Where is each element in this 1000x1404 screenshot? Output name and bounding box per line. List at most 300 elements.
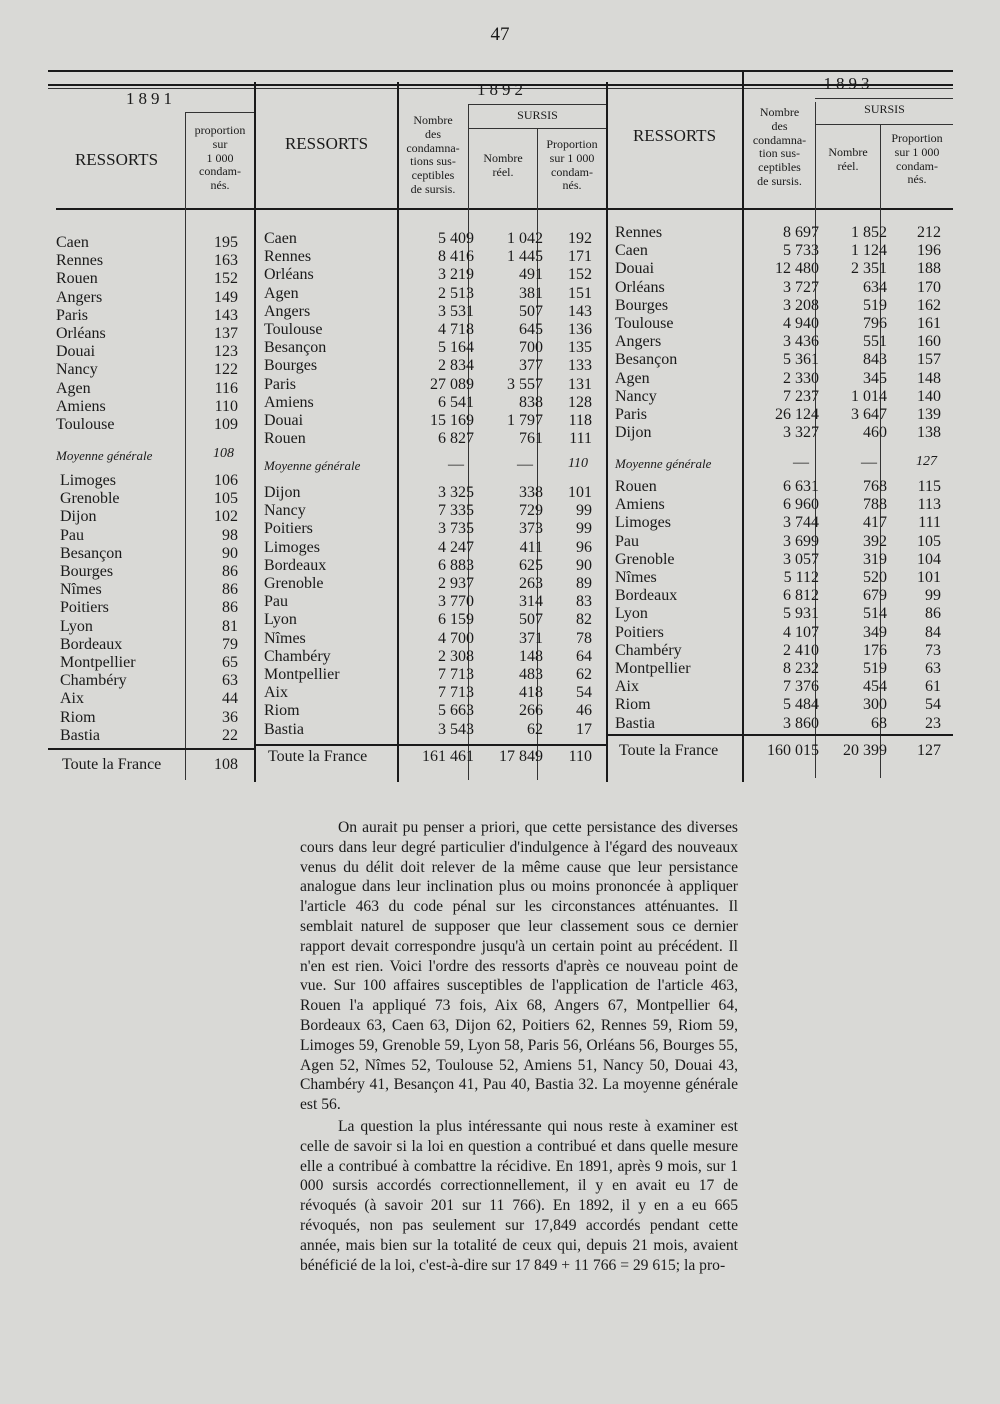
- proportion-value: 170: [917, 278, 941, 296]
- nombre-susceptibles: 7 376: [783, 678, 819, 696]
- ressort-name: Angers: [615, 333, 662, 351]
- proportion-value: 123: [214, 343, 238, 361]
- total-proportion: 127: [917, 742, 941, 759]
- mean-nombre-susceptibles: —: [448, 456, 464, 473]
- proportion-value: 116: [214, 379, 238, 397]
- nombre-reel: 507: [519, 611, 543, 629]
- nombre-reel: 418: [519, 684, 543, 702]
- ressort-name: Rouen: [615, 478, 657, 495]
- nombre-susceptibles: 5 164: [438, 339, 474, 357]
- ressort-name: Paris: [615, 406, 647, 423]
- table-row: [56, 581, 254, 599]
- header-nombre-des-1893: Nombre des condamna- tion sus- ceptibles de sursis.: [752, 105, 807, 188]
- table-row: [56, 599, 254, 617]
- table-row: [613, 478, 963, 496]
- proportion-value: 118: [568, 412, 592, 429]
- ressort-name: Aix: [264, 684, 288, 702]
- ressort-name: Bourges: [615, 296, 669, 314]
- proportion-value: 82: [576, 611, 592, 629]
- nombre-susceptibles: 3 727: [783, 278, 819, 296]
- proportion-value: 133: [568, 357, 592, 375]
- ressort-name: Poitiers: [60, 599, 109, 617]
- ressort-name: Nancy: [264, 502, 306, 520]
- rule-1891-proportion-top: [185, 112, 254, 113]
- table-row: [262, 339, 612, 357]
- proportion-value: 79: [222, 635, 238, 653]
- table-row: [613, 678, 963, 696]
- total-nombre-reel: 20 399: [843, 742, 887, 759]
- table-row: [262, 648, 612, 666]
- ressort-name: Montpellier: [60, 654, 136, 671]
- nombre-reel: 491: [519, 266, 543, 284]
- proportion-value: 149: [214, 288, 238, 306]
- ressort-name: Lyon: [264, 611, 297, 629]
- ressort-name: Montpellier: [615, 660, 691, 677]
- total-rule-1892: [256, 744, 606, 746]
- proportion-value: 128: [568, 393, 592, 411]
- table-row: [613, 514, 963, 532]
- table-row: [56, 709, 254, 727]
- proportion-value: 78: [576, 629, 592, 647]
- ressort-name: Montpellier: [264, 666, 340, 683]
- mean-proportion: 110: [568, 456, 588, 471]
- proportion-value: 106: [214, 472, 238, 489]
- proportion-value: 163: [214, 252, 238, 270]
- ressort-name: Chambéry: [615, 641, 682, 659]
- table-row: [56, 252, 254, 270]
- ressort-name: Caen: [56, 234, 89, 251]
- proportion-value: 84: [925, 623, 941, 641]
- proportion-value: 99: [925, 587, 941, 605]
- table-row: [613, 642, 963, 660]
- nombre-reel: 551: [863, 333, 887, 351]
- nombre-reel: 729: [519, 502, 543, 520]
- total-label: Toute la France: [268, 748, 368, 765]
- table-row: [613, 624, 963, 642]
- table-row: [262, 484, 612, 502]
- page-number: 47: [490, 24, 510, 45]
- table-row: [262, 303, 612, 321]
- nombre-reel: 392: [863, 532, 887, 550]
- proportion-value: 54: [925, 696, 941, 714]
- proportion-value: 17: [576, 720, 592, 738]
- table-row: [613, 587, 963, 605]
- ressort-name: Caen: [264, 230, 297, 247]
- header-bottom-rule: [56, 208, 953, 210]
- table-row: [262, 611, 612, 629]
- nombre-susceptibles: 8 232: [783, 660, 819, 677]
- ressort-name: Bastia: [60, 726, 100, 744]
- nombre-reel: 349: [863, 623, 887, 641]
- proportion-value: 63: [222, 672, 238, 690]
- nombre-reel: 62: [527, 720, 543, 738]
- table-row: [56, 672, 254, 690]
- nombre-reel: 373: [519, 520, 543, 538]
- nombre-reel: 176: [863, 641, 887, 659]
- table-row: [56, 490, 254, 508]
- total-nombre-susceptibles: 161 461: [422, 748, 474, 765]
- nombre-susceptibles: 6 541: [438, 393, 474, 411]
- nombre-susceptibles: 2 834: [438, 357, 474, 375]
- mean-nombre-reel: —: [861, 454, 877, 471]
- nombre-susceptibles: 7 713: [438, 684, 474, 702]
- ressort-name: Rennes: [264, 248, 312, 266]
- table-row: [613, 424, 963, 442]
- ressort-name: Besançon: [264, 339, 327, 357]
- proportion-value: 139: [917, 406, 941, 423]
- table-row: [613, 297, 963, 315]
- proportion-value: 44: [222, 690, 238, 708]
- ressort-name: Dijon: [60, 508, 97, 526]
- ressort-name: Rouen: [264, 430, 306, 448]
- ressort-name: Limoges: [615, 514, 671, 532]
- divider-1891-1892: [254, 82, 256, 782]
- ressort-name: Limoges: [264, 538, 320, 556]
- ressort-name: Toulouse: [615, 315, 674, 332]
- nombre-reel: 788: [863, 496, 887, 514]
- proportion-value: 36: [222, 708, 238, 726]
- proportion-value: 160: [917, 333, 941, 351]
- rule-1893-sursis-top: [815, 98, 953, 99]
- table-row: [613, 279, 963, 297]
- table-row: [262, 666, 612, 684]
- ressort-name: Orléans: [615, 278, 665, 296]
- proportion-value: 157: [917, 351, 941, 369]
- nombre-susceptibles: 2 410: [783, 641, 819, 659]
- ressort-name: Agen: [615, 369, 650, 387]
- proportion-value: 90: [576, 556, 592, 574]
- header-proportion-1891: proportion sur 1 000 condam- nés.: [194, 123, 246, 193]
- proportion-value: 22: [222, 726, 238, 744]
- table-row: [56, 508, 254, 526]
- proportion-value: 135: [568, 339, 592, 357]
- top-rule-upper: [48, 70, 953, 72]
- nombre-susceptibles: 3 208: [783, 296, 819, 314]
- nombre-reel: 700: [519, 339, 543, 357]
- table-row: [56, 563, 254, 581]
- proportion-value: 109: [214, 416, 238, 433]
- header-nombre-reel-1892: Nombre réel.: [483, 151, 523, 179]
- nombre-reel: 454: [863, 678, 887, 696]
- nombre-susceptibles: 15 169: [430, 412, 474, 429]
- proportion-value: 99: [576, 520, 592, 538]
- proportion-value: 101: [917, 569, 941, 586]
- proportion-value: 111: [918, 514, 941, 532]
- proportion-value: 46: [576, 702, 592, 720]
- nombre-susceptibles: 7 713: [438, 666, 474, 683]
- table-row: [262, 248, 612, 266]
- ressort-name: Chambéry: [60, 672, 127, 690]
- nombre-reel: 2 351: [851, 260, 887, 278]
- table-row: [56, 361, 254, 379]
- nombre-reel: 371: [519, 629, 543, 647]
- total-label: Toute la France: [62, 756, 162, 773]
- nombre-susceptibles: 8 697: [783, 224, 819, 241]
- proportion-value: 161: [917, 315, 941, 332]
- paragraph-1: On aurait pu penser a priori, que cette persistance des diverses cours dans leur degré particulier d'indulgence à l'égard des nouveaux venus du délit doit relever de la même cause que leur persistance analogue dans leur inclination plus ou moins prononcée à appliquer l'article 463 du code pénal sur les circonstances atténuantes. Il semblait naturel de supposer que leur classement sous ce dernier rapport devait correspondre jusqu'à un certain point au précédent. Il n'en est rien. Voici l'ordre des ressorts d'après ce nouveau point de vue. Sur 100 affaires susceptibles de l'application de l'article 463, Rouen l'a appliqué 73 fois, Aix 68, Angers 67, Montpellier 64, Bordeaux 63, Caen 63, Dijon 62, Poitiers 62, Rennes 59, Riom 59, Limoges 59, Grenoble 59, Lyon 58, Paris 56, Orléans 56, Bourges 55, Agen 52, Nîmes 52, Toulouse 52, Amiens 51, Nancy 50, Douai 43, Chambéry 41, Besançon 41, Pau 40, Bastia 32. La moyenne générale est 56.: [300, 819, 738, 1114]
- header-ressorts-1891: RESSORTS: [74, 150, 159, 169]
- nombre-susceptibles: 3 219: [438, 266, 474, 284]
- mean-proportion: 127: [916, 454, 937, 469]
- header-ressorts-1893: RESSORTS: [632, 126, 717, 145]
- nombre-reel: 314: [519, 593, 543, 611]
- header-sursis-1892: SURSIS: [517, 108, 558, 122]
- table-row: [613, 370, 963, 388]
- nombre-reel: 625: [519, 556, 543, 574]
- ressort-name: Nancy: [56, 361, 98, 379]
- nombre-susceptibles: 2 937: [438, 575, 474, 592]
- ressort-name: Agen: [56, 379, 91, 397]
- nombre-reel: 507: [519, 302, 543, 320]
- ressort-name: Amiens: [56, 397, 106, 415]
- nombre-reel: 1 852: [851, 224, 887, 241]
- table-row: [56, 380, 254, 398]
- ressort-name: Bordeaux: [615, 587, 678, 605]
- total-row: [613, 742, 963, 760]
- table-row: [56, 343, 254, 361]
- table-row: [613, 388, 963, 406]
- table-row: [56, 270, 254, 288]
- table-row: [613, 315, 963, 333]
- table-row: [262, 520, 612, 538]
- nombre-susceptibles: 3 770: [438, 593, 474, 611]
- nombre-reel: 345: [863, 369, 887, 387]
- header-sursis-1893: SURSIS: [864, 102, 905, 116]
- nombre-susceptibles: 26 124: [775, 406, 819, 423]
- nombre-reel: 761: [519, 430, 543, 448]
- ressort-name: Bordeaux: [264, 556, 327, 574]
- header-nombre-reel-1893: Nombre réel.: [828, 145, 868, 173]
- ressort-name: Pau: [264, 593, 288, 611]
- nombre-susceptibles: 4 700: [438, 629, 474, 647]
- ressort-name: Bourges: [60, 563, 114, 580]
- proportion-value: 62: [576, 666, 592, 683]
- nombre-susceptibles: 3 057: [783, 550, 819, 568]
- ressort-name: Douai: [56, 343, 96, 361]
- proportion-value: 23: [925, 714, 941, 732]
- table-row: [262, 557, 612, 575]
- nombre-reel: 3 647: [851, 406, 887, 423]
- nombre-reel: 263: [519, 575, 543, 592]
- ressort-name: Douai: [615, 260, 655, 278]
- nombre-reel: 514: [863, 605, 887, 623]
- ressort-name: Rennes: [56, 252, 104, 270]
- nombre-reel: 417: [863, 514, 887, 532]
- proportion-value: 143: [214, 306, 238, 324]
- nombre-susceptibles: 6 883: [438, 556, 474, 574]
- nombre-susceptibles: 5 409: [438, 230, 474, 247]
- header-proportion-1892: Proportion sur 1 000 condam- nés.: [546, 137, 598, 193]
- ressort-name: Paris: [56, 306, 88, 324]
- ressort-name: Bastia: [615, 714, 655, 732]
- proportion-value: 111: [569, 430, 592, 448]
- nombre-reel: 3 557: [507, 375, 543, 393]
- ressort-name: Lyon: [60, 617, 93, 635]
- ressort-name: Besançon: [60, 544, 123, 562]
- table-row: [56, 307, 254, 325]
- ressort-name: Lyon: [615, 605, 648, 623]
- table-row: [262, 412, 612, 430]
- nombre-reel: 460: [863, 424, 887, 442]
- body-text: [300, 818, 738, 1275]
- proportion-value: 101: [568, 484, 592, 501]
- nombre-susceptibles: 2 330: [783, 369, 819, 387]
- proportion-value: 188: [917, 260, 941, 278]
- header-proportion-1893: Proportion sur 1 000 condam- nés.: [891, 131, 943, 187]
- nombre-reel: 634: [863, 278, 887, 296]
- nombre-reel: 838: [519, 393, 543, 411]
- nombre-susceptibles: 3 735: [438, 520, 474, 538]
- total-value: 108: [214, 756, 238, 773]
- table-row: [262, 394, 612, 412]
- total-rule-1893: [607, 734, 953, 736]
- ressort-name: Amiens: [615, 496, 665, 514]
- proportion-value: 137: [214, 325, 238, 342]
- ressort-name: Paris: [264, 375, 296, 393]
- proportion-value: 90: [222, 544, 238, 562]
- nombre-susceptibles: 5 663: [438, 702, 474, 720]
- rule-1893-sursis-bottom: [815, 124, 953, 125]
- nombre-susceptibles: 3 699: [783, 532, 819, 550]
- nombre-susceptibles: 3 543: [438, 720, 474, 738]
- ressort-name: Toulouse: [56, 416, 115, 433]
- ressort-name: Poitiers: [264, 520, 313, 538]
- table-row: [56, 727, 254, 745]
- ressort-name: Orléans: [264, 266, 314, 284]
- proportion-value: 65: [222, 654, 238, 671]
- mean-label: Moyenne générale: [615, 456, 712, 471]
- proportion-value: 195: [214, 234, 238, 251]
- proportion-value: 171: [568, 248, 592, 266]
- table-row: [262, 721, 612, 739]
- ressort-name: Nîmes: [60, 581, 102, 599]
- proportion-value: 86: [222, 563, 238, 580]
- proportion-value: 162: [917, 296, 941, 314]
- mean-value: 108: [213, 446, 234, 461]
- table-row: [613, 660, 963, 678]
- table-row: [262, 266, 612, 284]
- nombre-reel: 520: [863, 569, 887, 586]
- mean-label: Moyenne générale: [56, 448, 153, 463]
- year-1893: 1893: [823, 74, 874, 93]
- mean-row: [262, 456, 612, 474]
- proportion-value: 138: [917, 424, 941, 442]
- table-row: [56, 690, 254, 708]
- ressort-name: Riom: [60, 708, 96, 726]
- proportion-value: 64: [576, 647, 592, 665]
- nombre-reel: 796: [863, 315, 887, 332]
- nombre-susceptibles: 3 325: [438, 484, 474, 501]
- table-row: [613, 260, 963, 278]
- header-ressorts-1892: RESSORTS: [284, 134, 369, 153]
- proportion-value: 140: [917, 387, 941, 405]
- table-row: [262, 575, 612, 593]
- nombre-susceptibles: 8 416: [438, 248, 474, 266]
- table-row: [262, 593, 612, 611]
- table-row: [613, 351, 963, 369]
- proportion-value: 99: [576, 502, 592, 520]
- nombre-susceptibles: 6 631: [783, 478, 819, 495]
- nombre-reel: 768: [863, 478, 887, 495]
- ressort-name: Rennes: [615, 224, 663, 241]
- nombre-reel: 266: [519, 702, 543, 720]
- table-row: [262, 230, 612, 248]
- ressort-name: Grenoble: [264, 575, 324, 592]
- ressort-name: Nîmes: [615, 569, 657, 586]
- proportion-value: 86: [222, 581, 238, 599]
- nombre-susceptibles: 3 327: [783, 424, 819, 442]
- proportion-value: 63: [925, 660, 941, 677]
- statistics-tables: [48, 62, 953, 782]
- nombre-susceptibles: 12 480: [775, 260, 819, 278]
- proportion-value: 83: [576, 593, 592, 611]
- table-row: [613, 569, 963, 587]
- nombre-susceptibles: 5 361: [783, 351, 819, 369]
- mean-nombre-susceptibles: —: [793, 454, 809, 471]
- ressort-name: Nancy: [615, 387, 657, 405]
- table-row: [262, 376, 612, 394]
- ressort-name: Rouen: [56, 270, 98, 288]
- nombre-susceptibles: 4 940: [783, 315, 819, 332]
- proportion-value: 54: [576, 684, 592, 702]
- nombre-reel: 411: [519, 538, 543, 556]
- table-row: [262, 430, 612, 448]
- proportion-value: 73: [925, 641, 941, 659]
- nombre-reel: 483: [519, 666, 543, 683]
- proportion-value: 143: [568, 302, 592, 320]
- year-1891: 1891: [126, 89, 176, 108]
- proportion-value: 151: [568, 284, 592, 302]
- nombre-reel: 519: [863, 660, 887, 677]
- table-row: [613, 224, 963, 242]
- proportion-value: 81: [222, 617, 238, 635]
- rule-1892-sursis-top: [468, 104, 606, 105]
- nombre-susceptibles: 5 931: [783, 605, 819, 623]
- table-row: [56, 289, 254, 307]
- mean-row: [613, 454, 963, 472]
- mean-label: Moyenne générale: [264, 458, 361, 473]
- table-row: [56, 416, 254, 434]
- nombre-susceptibles: 27 089: [430, 375, 474, 393]
- table-row: [262, 684, 612, 702]
- ressort-name: Chambéry: [264, 647, 331, 665]
- total-rule-1891: [48, 748, 254, 750]
- paragraph-2: La question la plus intéressante qui nous reste à examiner est celle de savoir si la loi en question a contribué et dans quelle mesure elle a contribué à combattre la récidive. En 1891, après 9 mois, sur 1 000 sursis accordés correctionnellement, il y en avait eu 17 de révoqués (à savoir 201 sur 11 766). En 1892, il y en a eu 665 révoqués, non pas seulement sur 17,849 accordés pendant cette année, mais bien sur la totalité de ceux qui, depuis 21 mois, avaient bénéficié de la loi, c'est-à-dire sur 17 849 + 11 766 = 29 615; la pro-: [300, 1117, 738, 1274]
- proportion-value: 86: [925, 605, 941, 623]
- proportion-value: 89: [576, 575, 592, 592]
- total-proportion: 110: [568, 748, 592, 765]
- table-row: [613, 605, 963, 623]
- nombre-reel: 1 797: [507, 412, 543, 429]
- ressort-name: Amiens: [264, 393, 314, 411]
- proportion-value: 86: [222, 599, 238, 617]
- nombre-susceptibles: 6 812: [783, 587, 819, 605]
- ressort-name: Poitiers: [615, 623, 664, 641]
- ressort-name: Pau: [60, 526, 84, 544]
- table-row: [56, 636, 254, 654]
- mean-row: [56, 446, 254, 464]
- proportion-value: 104: [917, 550, 941, 568]
- proportion-value: 105: [917, 532, 941, 550]
- proportion-value: 61: [925, 678, 941, 696]
- ressort-name: Aix: [60, 690, 84, 708]
- table-row: [262, 321, 612, 339]
- proportion-value: 152: [568, 266, 592, 284]
- nombre-susceptibles: 6 827: [438, 430, 474, 448]
- table-row: [56, 325, 254, 343]
- nombre-reel: 319: [863, 550, 887, 568]
- proportion-value: 96: [576, 538, 592, 556]
